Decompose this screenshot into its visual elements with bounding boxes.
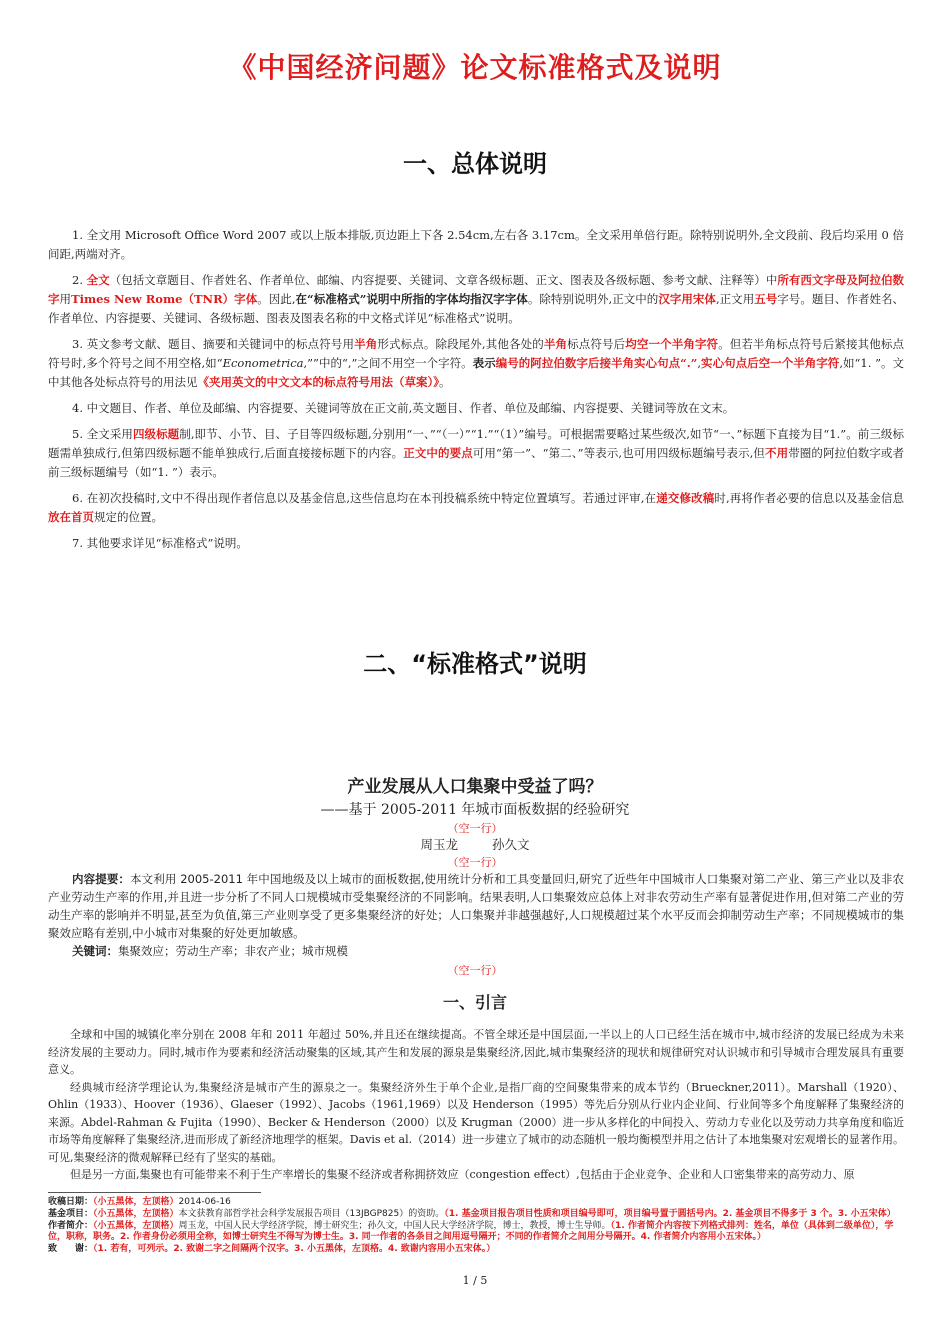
document-title: 《中国经济问题》论文标准格式及说明 <box>228 51 722 84</box>
p3-l: , <box>697 356 702 370</box>
paper-title: 产业发展从人口集聚中受益了吗？ <box>347 777 603 797</box>
date-label: 收稿日期： <box>48 1197 94 1207</box>
author-2: 孙久文 <box>491 837 530 852</box>
p3-g: 。但若半角标点符号后紧接其他标点符号时,多个符号之间不用空格,如“ <box>48 337 905 370</box>
keywords-label: 关键词： <box>72 944 118 958</box>
thanks-label: 致 谢： <box>48 1244 94 1254</box>
fund-label: 基金项目： <box>48 1209 94 1219</box>
intro-body <box>48 1026 904 1184</box>
overview-body <box>48 226 904 560</box>
overview-paragraph-5 <box>48 425 904 482</box>
footnote-fund <box>48 1209 904 1220</box>
overview-paragraph-6 <box>48 489 904 527</box>
footnote-thanks <box>48 1244 904 1255</box>
footnote-date <box>48 1197 904 1208</box>
p6-d: 放在首页 <box>48 510 94 524</box>
p2-d: 所有西文字母及阿拉伯数字 <box>48 273 904 306</box>
p2-h: 在“标准格式”说明中所指的字体均指汉字字体 <box>295 292 528 306</box>
p2-l: 五号 <box>754 292 778 306</box>
page-number: 1 / 5 <box>462 1274 488 1287</box>
p5-a: 5. 全文采用 <box>72 427 133 441</box>
abstract-block <box>48 870 904 960</box>
overview-paragraph-4: 4. 中文题目、作者、单位及邮编、内容提要、关键词等放在正文前,英文题目、作者、单位及邮编、内容提要、关键词等放在文末。 <box>72 401 735 415</box>
p3-a: 3. 英文参考文献、题目、摘要和关键词中的标点符号用 <box>72 337 355 351</box>
p5-g: 带圈的阿拉伯数字或者前三级标题编号（如“1. ”）表示。 <box>48 446 905 479</box>
thanks-rules: （1. 若有，可列示。2. 致谢二字之间隔两个汉字。3. 小五黑体，左顶格。4. 致谢内容用小五宋体。） <box>93 1244 496 1254</box>
abstract-label: 内容提要： <box>72 872 131 886</box>
p3-k: 编号的阿拉伯数字后接半角实心句点“.” <box>495 356 698 370</box>
p2-c: （包括文章题目、作者姓名、作者单位、邮编、内容提要、关键词、文章各级标题、正文、图表及各级标题、参考文献、注释等）中 <box>109 273 778 287</box>
author-text: 周玉龙，中国人民大学经济学院，博士研究生；孙久文，中国人民大学经济学院，博士，教授，博士生导师。 <box>178 1221 611 1231</box>
p2-a: 2. <box>72 273 87 287</box>
p3-m: 实心句点后空一个半角字符 <box>701 356 840 370</box>
p2-m: 字号。题目、作者姓名、作者单位、内容提要、关键词、各级标题、图表及图表名称的中文格式详见“标准格式”说明。 <box>48 292 905 325</box>
p2-j: 汉字用宋体 <box>658 292 716 306</box>
p2-i: 。除特别说明外,正文中的 <box>527 292 659 306</box>
author-note: （小五黑体，左顶格） <box>93 1221 179 1231</box>
author-1: 周玉龙 <box>420 837 459 852</box>
intro-paragraph-1: 全球和中国的城镇化率分别在 2008 年和 2011 年超过 50%,并且还在继续提高。不管全球还是中国层面,一半以上的人口已经生活在城市中,城市经济的发展已经成为未来经济发展的主要动力。同时,城市作为要素和经济活动聚集的区域,其产生和发展的源泉是集聚经济,因此,城市集聚经济的现状和规律研究对认识城市和引导城市合理发展具有重要意义。 <box>48 1028 904 1076</box>
date-value: 2014-06-16 <box>178 1197 231 1207</box>
abstract <box>48 870 904 942</box>
p5-e: 可用“第一”、“第二、”等表示,也可用四级标题编号表示,但 <box>472 446 765 460</box>
p6-a: 6. 在初次投稿时,文中不得出现作者信息以及基金信息,这些信息均在本刊投稿系统中特定位置填写。若通过评审,在 <box>72 491 657 505</box>
paper-authors <box>0 835 950 853</box>
section-heading-standard-format: 二、“标准格式”说明 <box>363 650 587 678</box>
p3-f: 均空一个半角字符 <box>625 337 719 351</box>
blank-line-note-3: （空一行） <box>447 964 503 977</box>
section-heading-overview: 一、总体说明 <box>403 150 547 178</box>
p6-c: 时,再将作者必要的信息以及基金信息 <box>714 491 905 505</box>
p5-c: 制,即节、小节、目、子目等四级标题,分别用“一、”“（一）”“1.”“（1）”编号。可根据需要略过某些级次,如节“一、”标题下直接为目“1.”。前三级标题需单独成行,但第四级标题不能单独成行,后面直接接标题下的内容。 <box>48 427 904 460</box>
paper-subtitle: ——基于 2005-2011 年城市面板数据的经验研究 <box>320 802 630 818</box>
p3-n: ,如“1. ”。文中其他各处标点符号的用法见 <box>48 356 905 389</box>
intro-heading: 一、引言 <box>442 993 507 1012</box>
footnote-author <box>48 1221 904 1243</box>
p3-b: 半角 <box>354 337 378 351</box>
p5-d: 正文中的要点 <box>403 446 473 460</box>
p2-g: 。因此, <box>257 292 296 306</box>
p2-f: Times New Rome（TNR）字体 <box>71 292 258 306</box>
p5-b: 四级标题 <box>132 427 180 441</box>
p3-o: 《夹用英文的中文文本的标点符号用法（草案）》 <box>197 375 439 389</box>
fund-note: （小五黑体，左顶格） <box>93 1209 179 1219</box>
intro-paragraph-3: 但是另一方面,集聚也有可能带来不利于生产率增长的集聚不经济或者称拥挤效应（congestion effect）,包括由于企业竞争、企业和人口密集带来的高劳动力、原 <box>70 1168 855 1181</box>
author-rules: （1. 作者简介内容按下列格式排列：姓名，单位（具体到二级单位），学位，职称，职务。2. 作者身份必须用全称，如博士研究生不得写为博士生。3. 同一作者的各条目之间用逗号隔开；不同的作者简介之间用分号隔开。4. 作者简介内容用小五宋体。） <box>48 1221 894 1242</box>
overview-paragraph-3 <box>48 335 904 392</box>
p3-d: 半角 <box>543 337 568 351</box>
keywords <box>48 942 904 960</box>
p3-e: 标点符号后 <box>567 337 626 351</box>
p5-f: 不用 <box>765 446 789 460</box>
overview-paragraph-1: 1. 全文用 Microsoft Office Word 2007 或以上版本排版,页边距上下各 2.54cm,左右各 3.17cm。全文采用单倍行距。除特别说明外,全文段前、段后均采用 0 倍间距,两端对齐。 <box>48 228 904 261</box>
p3-h: Econometrica <box>222 356 304 370</box>
footnote-rule <box>48 1192 261 1193</box>
overview-paragraph-7: 7. 其他要求详见“标准格式”说明。 <box>72 536 248 550</box>
blank-line-note-1: （空一行） <box>447 822 503 835</box>
p3-j: 表示 <box>472 356 496 370</box>
blank-line-note-2: （空一行） <box>447 856 503 869</box>
p6-e: 规定的位置。 <box>94 510 163 524</box>
p2-e: 用 <box>59 292 72 306</box>
p2-b: 全文 <box>86 273 110 287</box>
fund-rules: （1. 基金项目报告项目性质和项目编号即可，项目编号置于圆括号内。2. 基金项目不得多于 3 个。3. 小五宋体） <box>444 1209 896 1219</box>
abstract-text: 本文利用 2005-2011 年中国地级及以上城市的面板数据,使用统计分析和工具变量回归,研究了近些年中国城市人口集聚对第二产业、第三产业以及非农产业劳动生产率的作用,并且进一步分析了不同人口规模城市受集聚经济的不同影响。结果表明,人口集聚效应总体上对非农劳动生产率有显著促进作用,但对第二产业的劳动生产率的影响并不明显,甚至为负值,第三产业则享受了更多集聚经济的好处；人口集聚并非越强越好,人口规模超过某个水平反而会抑制劳动生产率；不同规模城市的集聚效应略有差别,中小城市对集聚的好处更加敏感。 <box>48 872 904 940</box>
author-label: 作者简介： <box>48 1221 94 1231</box>
p3-p: 。 <box>439 375 451 389</box>
footnotes <box>48 1197 904 1256</box>
fund-text: 本文获教育部哲学社会科学发展报告项目（13JBGP825）的资助。 <box>178 1209 445 1219</box>
overview-paragraph-2 <box>48 271 904 328</box>
date-note: （小五黑体，左顶格） <box>93 1197 179 1207</box>
p6-b: 递交修改稿 <box>656 491 715 505</box>
p3-c: 形式标点。除段尾外,其他各处的 <box>377 337 544 351</box>
keywords-text: 集聚效应；劳动生产率；非农产业；城市规模 <box>118 944 348 958</box>
p3-i: ,””中的“,”之间不用空一个字符。 <box>303 356 473 370</box>
intro-paragraph-2: 经典城市经济学理论认为,集聚经济是城市产生的源泉之一。集聚经济外生于单个企业,是指厂商的空间聚集带来的成本节约（Brueckner,2011）。Marshall（1920）、Ohlin（1933）、Hoover（1936）、Glaeser（1992）、Jacobs（1961,1969）以及 Henderson（1995）等先后分别从行业内企业间、行业间等多个角度解释了集聚经济的来源。Abdel-Rahman & Fujita（1990）、Becker & Henderson（2000）以及 Krugman（2000）进一步从多样化的中间投入、劳动力专业化以及劳动力共享角度和临近市场等角度解释了集聚经济,进而形成了新经济地理学的框架。Davis et al.（2014）进一步建立了城市的动态随机一般均衡模型并用之估计了本地集聚对宏观增长的显著作用。可见,集聚经济的微观解释已经有了坚实的基础。 <box>48 1080 904 1164</box>
p2-k: ,正文用 <box>715 292 755 306</box>
